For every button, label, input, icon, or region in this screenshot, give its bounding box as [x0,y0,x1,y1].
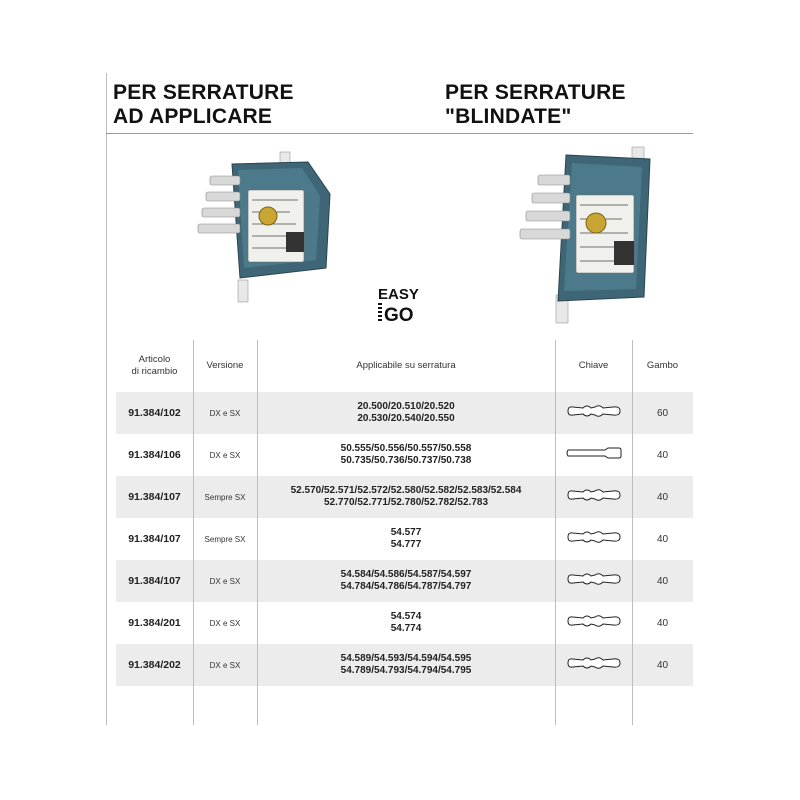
spare-parts-table [116,340,693,686]
double-bit-key-icon [565,529,623,550]
cell-versione: DX e SX [209,408,241,418]
heading-line: "BLINDATE" [445,105,572,128]
cell-articolo: 91.384/201 [128,617,181,629]
header-gambo: Gambo [646,360,679,371]
easy-go-logo [376,283,426,325]
heading-blindate [445,81,626,129]
serratura-line: 20.500/20.510/20.520 [357,401,455,412]
column-divider [257,340,258,725]
serratura-line: 54.777 [390,539,422,550]
cell-chiave [555,602,632,644]
table-header [116,340,693,392]
serratura-line: 54.577 [390,527,422,538]
double-bit-key-icon [565,655,623,676]
cell-applicabile [257,434,555,476]
table-row [116,476,693,518]
cell-articolo: 91.384/106 [128,449,181,461]
cell-gambo: 40 [656,449,669,461]
heading-line: AD APPLICARE [113,105,273,128]
serratura-line: 54.584/54.586/54.587/54.597 [340,569,472,580]
svg-text:GO: GO [384,305,414,325]
header-text: di ricambio [131,366,178,377]
serratura-line: 20.530/20.540/20.550 [357,413,455,424]
cell-gambo: 40 [656,617,669,629]
single-bit-key-icon [565,445,623,466]
cell-chiave [555,560,632,602]
cell-gambo: 60 [656,407,669,419]
column-divider [555,340,556,725]
cell-applicabile [257,518,555,560]
cell-versione: Sempre SX [204,492,246,502]
cell-articolo: 91.384/102 [128,407,181,419]
cell-gambo: 40 [656,491,669,503]
column-divider [193,340,194,725]
header-versione: Versione [206,360,244,371]
cell-articolo: 91.384/107 [128,575,181,587]
table-row [116,602,693,644]
header-articolo [116,340,193,392]
serratura-line: 54.574 [390,611,422,622]
cell-chiave [555,434,632,476]
cell-applicabile [257,560,555,602]
serratura-line: 54.789/54.793/54.794/54.795 [340,665,472,676]
cell-gambo: 40 [656,533,669,545]
double-bit-key-icon [565,613,623,634]
table-row [116,434,693,476]
header-chiave: Chiave [578,360,609,371]
cell-versione: Sempre SX [204,534,246,544]
cell-applicabile [257,644,555,686]
cell-articolo: 91.384/202 [128,659,181,671]
header-text: Articolo [138,354,171,365]
serratura-line: 52.770/52.771/52.780/52.782/52.783 [323,497,489,508]
cell-articolo: 91.384/107 [128,491,181,503]
heading-line: PER SERRATURE [113,81,294,104]
lock-blindate-image [512,145,672,325]
svg-text:EASY: EASY [378,286,419,303]
heading-divider [106,133,693,134]
cell-chiave [555,518,632,560]
heading-line: PER SERRATURE [445,81,626,104]
serratura-line: 50.555/50.556/50.557/50.558 [340,443,472,454]
serratura-line: 54.589/54.593/54.594/54.595 [340,653,472,664]
cell-chiave [555,644,632,686]
cell-chiave [555,392,632,434]
double-bit-key-icon [565,571,623,592]
cell-gambo: 40 [656,575,669,587]
cell-applicabile [257,602,555,644]
double-bit-key-icon [565,403,623,424]
double-bit-key-icon [565,487,623,508]
column-divider [632,340,633,725]
table-row [116,644,693,686]
cell-chiave [555,476,632,518]
cell-versione: DX e SX [209,576,241,586]
cell-versione: DX e SX [209,660,241,670]
cell-gambo: 40 [656,659,669,671]
page-frame-left [106,73,107,725]
serratura-line: 52.570/52.571/52.572/52.580/52.582/52.583/52.584 [290,485,522,496]
header-applicabile: Applicabile su serratura [356,360,456,371]
lock-ad-applicare-image [190,150,340,305]
heading-ad-applicare [113,81,294,129]
table-row [116,560,693,602]
cell-applicabile [257,392,555,434]
table-row [116,392,693,434]
cell-articolo: 91.384/107 [128,533,181,545]
serratura-line: 54.774 [390,623,422,634]
cell-applicabile [257,476,555,518]
cell-versione: DX e SX [209,450,241,460]
table-row [116,518,693,560]
serratura-line: 50.735/50.736/50.737/50.738 [340,455,472,466]
serratura-line: 54.784/54.786/54.787/54.797 [340,581,472,592]
cell-versione: DX e SX [209,618,241,628]
